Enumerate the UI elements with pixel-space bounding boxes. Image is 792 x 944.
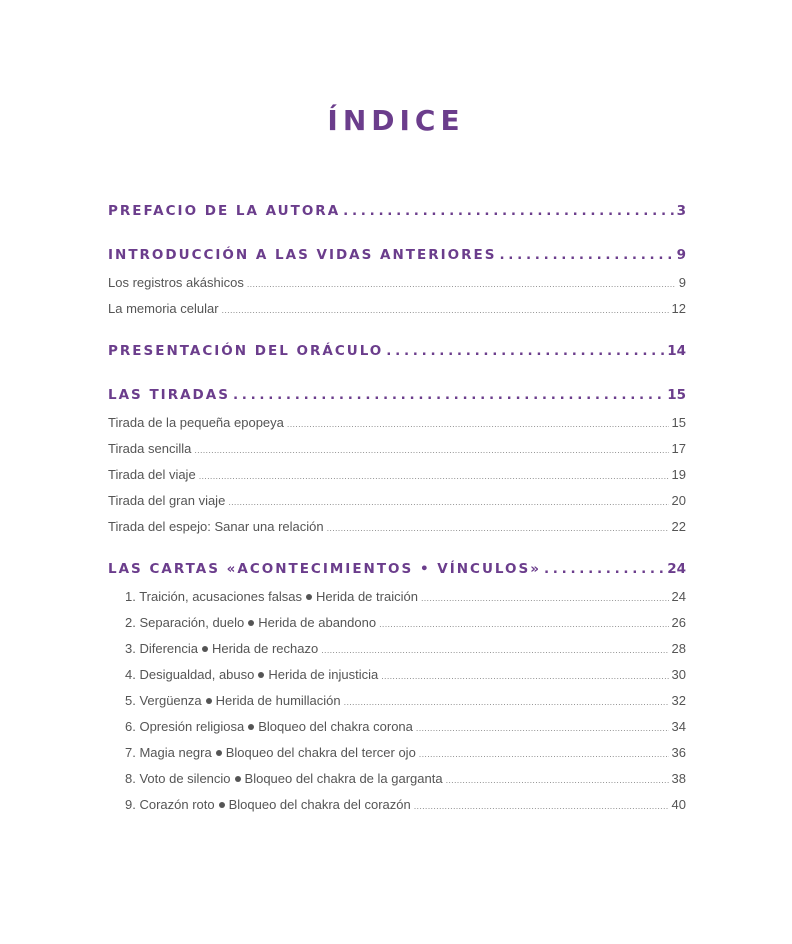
toc-item — [108, 436, 686, 462]
toc-item-label: Los registros akáshicos — [108, 275, 244, 290]
toc-section-label: INTRODUCCIÓN A LAS VIDAS ANTERIORES — [108, 247, 497, 263]
toc-page-number: 15 — [667, 387, 686, 403]
toc-item-label — [125, 766, 443, 792]
toc-page-number: 17 — [671, 441, 686, 456]
dot-leader — [194, 436, 668, 463]
dot-leader — [228, 488, 668, 515]
toc-page-number: 9 — [678, 275, 686, 290]
toc-item — [108, 766, 686, 792]
toc-item — [108, 270, 686, 296]
card-title: 7. Magia negra — [125, 745, 212, 760]
toc-page-number: 30 — [671, 667, 686, 682]
toc-item — [108, 662, 686, 688]
toc-page-number: 38 — [671, 771, 686, 786]
toc-section-label: PRESENTACIÓN DEL ORÁCULO — [108, 343, 384, 359]
toc-item — [108, 488, 686, 514]
card-subtitle: Bloqueo del chakra corona — [258, 719, 413, 734]
toc-item — [108, 584, 686, 610]
dot-leader — [414, 792, 669, 819]
bullet-icon — [235, 776, 241, 782]
dot-leader — [287, 410, 669, 437]
card-title: 3. Diferencia — [125, 641, 198, 656]
toc-item-label — [125, 584, 418, 610]
toc-item — [108, 636, 686, 662]
toc-item — [108, 410, 686, 436]
page-title: ÍNDICE — [327, 104, 465, 137]
toc-page-number: 3 — [676, 203, 686, 219]
dot-leader — [327, 514, 669, 541]
toc-page-number: 32 — [671, 693, 686, 708]
toc-page-number: 12 — [671, 301, 686, 316]
toc-page-number: 24 — [667, 561, 686, 577]
card-title: 6. Opresión religiosa — [125, 719, 245, 734]
toc-item — [108, 514, 686, 540]
toc-item-label — [125, 662, 378, 688]
toc-item-label — [125, 610, 376, 636]
bullet-icon — [306, 594, 312, 600]
card-subtitle: Herida de abandono — [258, 615, 377, 630]
toc-page-number: 36 — [671, 745, 686, 760]
toc-item-label: Tirada del espejo: Sanar una relación — [108, 519, 324, 534]
dot-leader — [419, 740, 669, 767]
card-subtitle: Herida de injusticia — [268, 667, 379, 682]
toc-item-label — [125, 688, 341, 714]
toc-section-label: LAS CARTAS «ACONTECIMIENTOS • VÍNCULOS» — [108, 561, 541, 577]
toc-page-number: 26 — [671, 615, 686, 630]
toc-section-prefacio — [108, 196, 686, 226]
card-subtitle: Bloqueo del chakra del corazón — [228, 797, 411, 812]
dot-leader — [446, 766, 669, 793]
toc-item-label: La memoria celular — [108, 301, 219, 316]
toc-item-label: Tirada del viaje — [108, 467, 196, 482]
dot-leader — [416, 714, 669, 741]
dot-leader — [499, 240, 673, 270]
bullet-icon — [202, 646, 208, 652]
card-title: 4. Desigualdad, abuso — [125, 667, 255, 682]
toc-item-label: Tirada del gran viaje — [108, 493, 226, 508]
bullet-icon — [216, 750, 222, 756]
toc-page-number: 24 — [671, 589, 686, 604]
toc-page-number: 22 — [671, 519, 686, 534]
dot-leader — [222, 296, 669, 323]
dot-leader — [421, 584, 669, 611]
toc-page-number: 9 — [676, 247, 686, 263]
toc-section-cartas — [108, 554, 686, 584]
toc-page-number: 19 — [671, 467, 686, 482]
toc-page-number: 15 — [671, 415, 686, 430]
dot-leader — [386, 336, 664, 366]
card-title: 5. Vergüenza — [125, 693, 202, 708]
bullet-icon — [206, 698, 212, 704]
toc-item — [108, 296, 686, 322]
toc-page-number: 40 — [671, 797, 686, 812]
toc-section-tiradas — [108, 380, 686, 410]
toc-item — [108, 792, 686, 818]
dot-leader — [379, 610, 668, 637]
dot-leader — [321, 636, 668, 663]
toc-page-number: 34 — [671, 719, 686, 734]
dot-leader — [343, 196, 673, 226]
toc-item — [108, 462, 686, 488]
bullet-icon — [248, 620, 254, 626]
dot-leader — [233, 380, 664, 410]
toc-item-label — [125, 636, 318, 662]
toc-section-presentacion — [108, 336, 686, 366]
bullet-icon — [258, 672, 264, 678]
toc-page-number: 14 — [667, 343, 686, 359]
toc-section-introduccion — [108, 240, 686, 270]
card-title: 1. Traición, acusaciones falsas — [125, 589, 303, 604]
toc-page-number: 20 — [671, 493, 686, 508]
card-subtitle: Herida de humillación — [215, 693, 341, 708]
card-title: 9. Corazón roto — [125, 797, 215, 812]
card-subtitle: Herida de traición — [316, 589, 418, 604]
toc-item — [108, 610, 686, 636]
dot-leader — [247, 270, 676, 297]
toc-item — [108, 714, 686, 740]
toc-item-label — [125, 714, 413, 740]
toc-item-label — [125, 740, 416, 766]
dot-leader — [544, 554, 664, 584]
toc-page-number: 28 — [671, 641, 686, 656]
bullet-icon — [219, 802, 225, 808]
dot-leader — [199, 462, 669, 489]
card-subtitle: Herida de rechazo — [211, 641, 319, 656]
card-title: 2. Separación, duelo — [125, 615, 245, 630]
card-subtitle: Bloqueo del chakra del tercer ojo — [225, 745, 416, 760]
dot-leader — [381, 662, 668, 689]
card-subtitle: Bloqueo del chakra de la garganta — [244, 771, 443, 786]
toc-item-label — [125, 792, 411, 818]
card-title: 8. Voto de silencio — [125, 771, 231, 786]
table-of-contents — [108, 196, 686, 818]
dot-leader — [344, 688, 669, 715]
bullet-icon — [248, 724, 254, 730]
toc-item — [108, 740, 686, 766]
toc-item-label: Tirada sencilla — [108, 441, 192, 456]
toc-item — [108, 688, 686, 714]
toc-section-label: PREFACIO DE LA AUTORA — [108, 203, 341, 219]
toc-item-label: Tirada de la pequeña epopeya — [108, 415, 284, 430]
toc-section-label: LAS TIRADAS — [108, 387, 230, 403]
